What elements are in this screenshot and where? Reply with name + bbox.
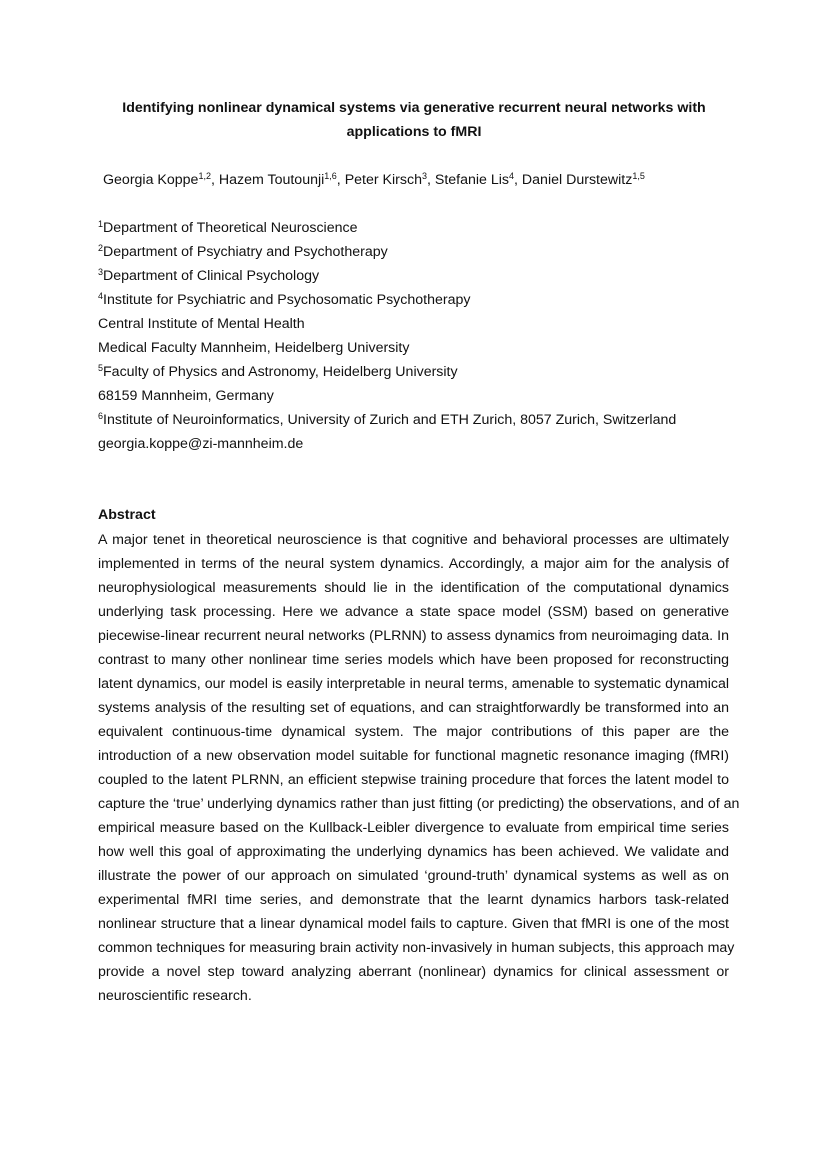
affiliation-text: 68159 Mannheim, Germany (98, 388, 274, 404)
abstract-line: empirical measure based on the Kullback-Leibler divergence to evaluate from empirical time series (98, 820, 729, 836)
abstract-line: equivalent continuous-time dynamical system. The major contributions of this paper are the (98, 724, 729, 740)
author-list (103, 170, 743, 190)
abstract-line: capture the ‘true’ underlying dynamics rather than just fitting (or predicting) the observations, and of an (98, 796, 740, 812)
affiliation-text: Central Institute of Mental Health (98, 316, 305, 332)
author-affiliation-marker: 4 (509, 171, 515, 181)
abstract-line: contrast to many other nonlinear time series models which have been proposed for reconstructing (98, 652, 729, 668)
affiliation-text: Department of Theoretical Neuroscience (103, 220, 358, 236)
abstract-body (98, 528, 740, 1008)
abstract-line: systems analysis of the resulting set of equations, and can straightforwardly be transformed into an (98, 700, 729, 716)
author-name: Georgia Koppe (103, 172, 199, 188)
abstract-line: how well this goal of approximating the underlying dynamics has been achieved. We validate and (98, 844, 729, 860)
abstract-line: common techniques for measuring brain activity non-invasively in human subjects, this approach may (98, 940, 735, 956)
affiliation-marker: 2 (98, 243, 104, 253)
author-name: Stefanie Lis (434, 172, 510, 188)
abstract-line: piecewise-linear recurrent neural networks (PLRNN) to assess dynamics from neuroimaging data. In (98, 628, 729, 644)
affiliation-line (98, 408, 758, 432)
abstract-line: nonlinear structure that a linear dynamical model fails to capture. Given that fMRI is one of the most (98, 916, 729, 932)
abstract-line: coupled to the latent PLRNN, an efficient stepwise training procedure that forces the latent model to (98, 772, 729, 788)
abstract-line: neurophysiological measurements should lie in the identification of the computational dynamics (98, 580, 729, 596)
affiliation-marker: 3 (98, 267, 104, 277)
affiliation-marker: 5 (98, 363, 104, 373)
affiliation-text: Department of Psychiatry and Psychotherapy (103, 244, 388, 260)
abstract-line: neuroscientific research. (98, 988, 252, 1004)
author-separator: , (514, 172, 522, 188)
affiliation-marker: 6 (98, 411, 104, 421)
affiliation-line (98, 336, 758, 360)
contact-email (98, 432, 758, 456)
author-name: Hazem Toutounji (218, 172, 325, 188)
author-separator: , (426, 172, 435, 188)
author-separator: , (210, 172, 219, 188)
abstract-line: underlying task processing. Here we advance a state space model (SSM) based on generative (98, 604, 729, 620)
email-address: georgia.koppe@zi-mannheim.de (98, 436, 304, 452)
affiliation-text: Faculty of Physics and Astronomy, Heidelberg University (103, 364, 458, 380)
author-separator: , (336, 172, 345, 188)
author-affiliation-marker: 3 (421, 171, 427, 181)
affiliation-line (98, 240, 758, 264)
affiliation-line (98, 216, 758, 240)
affiliation-marker: 4 (98, 291, 104, 301)
author-affiliation-marker: 1,6 (324, 171, 337, 181)
affiliation-text: Medical Faculty Mannheim, Heidelberg University (98, 340, 410, 356)
affiliation-text: Institute for Psychiatric and Psychosomatic Psychotherapy (103, 292, 471, 308)
abstract-heading: Abstract (98, 507, 156, 523)
affiliation-line (98, 384, 758, 408)
abstract-line: latent dynamics, our model is easily interpretable in neural terms, amenable to systematic dynamical (98, 676, 729, 692)
affiliation-text: Institute of Neuroinformatics, University of Zurich and ETH Zurich, 8057 Zurich, Switzerland (103, 412, 677, 428)
author-affiliation-marker: 1,5 (632, 171, 645, 181)
author-affiliation-marker: 1,2 (198, 171, 211, 181)
affiliation-list (98, 216, 758, 456)
abstract-line: provide a novel step toward analyzing aberrant (nonlinear) dynamics for clinical assessment or (98, 964, 729, 980)
abstract-line: A major tenet in theoretical neuroscience is that cognitive and behavioral processes are ultimately (98, 532, 729, 548)
affiliation-line (98, 312, 758, 336)
author-name: Daniel Durstewitz (521, 172, 633, 188)
affiliation-line (98, 360, 758, 384)
affiliation-text: Department of Clinical Psychology (103, 268, 320, 284)
abstract-line: illustrate the power of our approach on simulated ‘ground-truth’ dynamical systems as well as on (98, 868, 729, 884)
affiliation-marker: 1 (98, 219, 104, 229)
paper-title (98, 96, 730, 144)
abstract-line: introduction of a new observation model suitable for functional magnetic resonance imaging (fMRI) (98, 748, 729, 764)
affiliation-line (98, 264, 758, 288)
author-name: Peter Kirsch (344, 172, 422, 188)
paper-title-line-2: applications to fMRI (346, 124, 482, 140)
affiliation-line (98, 288, 758, 312)
abstract-line: implemented in terms of the neural system dynamics. Accordingly, a major aim for the analysis of (98, 556, 729, 572)
paper-title-line-1: Identifying nonlinear dynamical systems via generative recurrent neural networks with (122, 100, 706, 116)
abstract-line: experimental fMRI time series, and demonstrate that the learnt dynamics harbors task-related (98, 892, 729, 908)
